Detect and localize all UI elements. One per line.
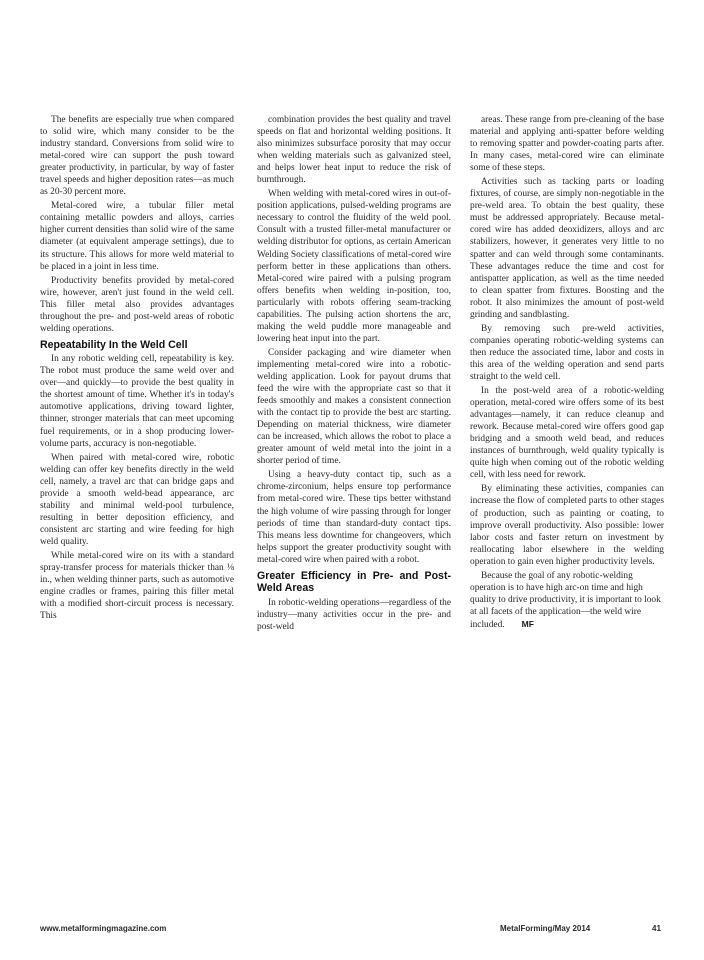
footer-magazine-issue: MetalForming/May 2014: [500, 924, 591, 933]
page-number: 41: [652, 924, 661, 933]
paragraph: Using a heavy-duty contact tip, such as a chrome-zirconium, helps ensure top performance from metal-cored wire. These tips better withstand the high volume of wire passing through for longer periods of time than standard-duty contact tips. This means less downtime for changeovers, which helps support the greater productivity sought with metal-cored wire when paired with a robot.: [257, 470, 451, 565]
paragraph-text: Because the goal of any robotic-welding operation is to have high arc-on time and high quality to drive productivity, it is important to look at all facets of the application—the weld wire included.: [470, 570, 661, 630]
paragraph: Activities such as tacking parts or loading fixtures, of course, are simply non-negotiable in the pre-weld area. To obtain the best quality, these must be addressed appropriately. Because metal-cored wire has added deoxidizers, alloys and arc stabilizers, however, it generates very little to no spatter and can weld through some contaminants. These advantages reduce the time and cost for antispatter application, as well as the time needed to clean spatter from fixtures. Boosting and the robot. It also minimizes the amount of post-weld grinding and sandblasting.: [470, 177, 664, 320]
paragraph: [470, 570, 664, 631]
paragraph: By removing such pre-weld activities, companies operating robotic-welding systems can then reduce the associated time, labor and costs in this area of the welding operation and send parts straight to the weld cell.: [470, 323, 664, 382]
paragraph: Productivity benefits provided by metal-cored wire, however, aren't just found in the weld cell. This filler metal also provides advantages throughout the pre- and post-weld areas of robotic welding operations.: [40, 275, 234, 334]
paragraph: When welding with metal-cored wires in out-of-position applications, pulsed-welding programs are necessary to control the fluidity of the weld pool. Consult with a trusted filler-metal manufacturer or welding distributor for options, as certain American Welding Society classifications of metal-cored wire perform better in these applications than others. Metal-cored wire paired with a pulsing program offers benefits when welding in-position, too, particularly with robots offering seam-tracking capabilities. The pulsing action shortens the arc, making the weld puddle more manageable and lowering heat input into the part.: [257, 189, 451, 344]
article-column-3: [470, 114, 664, 633]
paragraph: When paired with metal-cored wire, robotic welding can offer key benefits directly in the weld cell, namely, a travel arc that can bridge gaps and provide a smooth weld-bead appearance, arc stability and minimal weld-pool turbulence, resulting in better deposition efficiency, and consistent arc starting and wire feeding for high weld quality.: [40, 452, 234, 547]
footer-url: www.metalformingmagazine.com: [40, 924, 167, 933]
paragraph: In robotic-welding operations—regardless of the industry—many activities occur in the pre- and post-weld: [257, 597, 451, 632]
paragraph: While metal-cored wire on its with a standard spray-transfer process for materials thicker than ⅛ in., when welding thinner parts, such as automotive engine cradles or frames, pairing this filler metal with a modified short-circuit process is necessary. This: [40, 551, 234, 622]
paragraph: Metal-cored wire, a tubular filler metal containing metallic powders and alloys, carries higher current densities than solid wire of the same diameter (at equivalent amperage settings), due to its structure. This allows for more weld material to be placed in a joint in less time.: [40, 201, 234, 272]
paragraph: By eliminating these activities, companies can increase the flow of completed parts to other stages of production, such as painting or coating, to improve overall productivity. Also possible: lower labor costs and faster return on investment by reallocating labor elsewhere in the welding operation to gain even higher productivity levels.: [470, 484, 664, 567]
article-column-1: [40, 114, 234, 624]
paragraph: Consider packaging and wire diameter when implementing metal-cored wire into a robotic-welding application. Look for payout drums that feed the wire with the appropriate cast so that it feeds smoothly and makes a consistent connection with the contact tip to provide the best arc starting. Depending on material thickness, wire diameter can be increased, which allows the robot to place a greater amount of weld metal into the joint in a shorter period of time.: [257, 347, 451, 467]
paragraph: In any robotic welding cell, repeatability is key. The robot must produce the same weld over and over—and quickly—to provide the best quality in the shortest amount of time. Whether it's in today's automotive applications, driving toward lighter, thinner, stronger materials that can meet upcoming fuel requirements, or in a shop producing lower-volume parts, accuracy is non-negotiable.: [40, 354, 234, 449]
end-mark: MF: [521, 618, 534, 629]
paragraph: The benefits are especially true when compared to solid wire, which many consider to be the industry standard. Conversions from solid wire to metal-cored wire can support the push toward greater productivity, in particular, by way of faster travel speeds and higher deposition rates—as much as 20-30 percent more.: [40, 115, 234, 198]
paragraph: areas. These range from pre-cleaning of the base material and applying anti-spatter before welding to removing spatter and powder-coating parts after. In many cases, metal-cored wire can eliminate some of these steps.: [470, 115, 664, 174]
article-column-2: [257, 114, 451, 635]
section-heading: Greater Efficiency in Pre- and Post-Weld Areas: [257, 569, 451, 595]
paragraph: In the post-weld area of a robotic-welding operation, metal-cored wire offers some of its best advantages—namely, it can reduce cleanup and rework. Because metal-cored wire offers good gap bridging and a smooth weld bead, and reduces instances of burnthrough, weld quality typically is quite high when coming out of the robotic welding cell, with less need for rework.: [470, 386, 664, 481]
section-heading: Repeatability In the Weld Cell: [40, 338, 188, 351]
paragraph: combination provides the best quality and travel speeds on flat and horizontal welding positions. It also minimizes subsurface porosity that may occur when welding materials such as galvanized steel, and helps lower heat input to reduce the risk of burnthrough.: [257, 115, 451, 186]
